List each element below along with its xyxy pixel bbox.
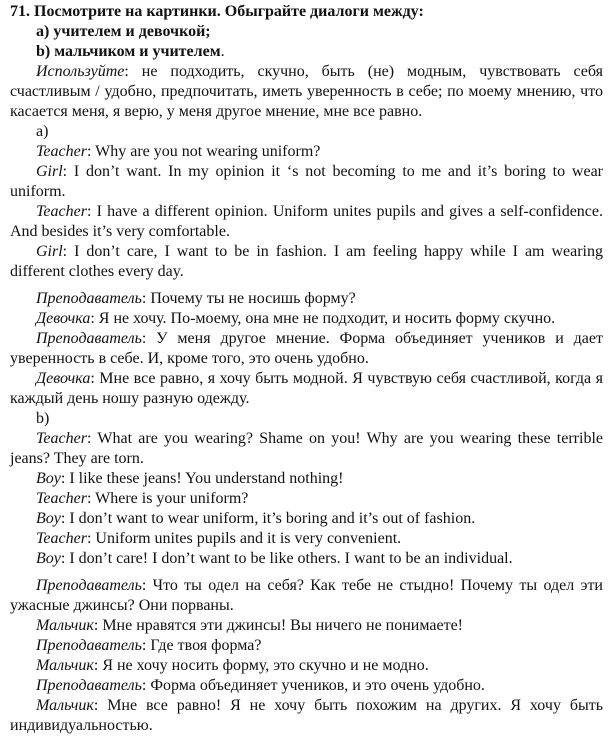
dialogue-line [10, 676, 603, 696]
utterance: : Why are you not wearing uniform? [86, 143, 321, 160]
dialogue-line [10, 242, 603, 282]
exercise-option-b-text: b) мальчиком и учителем [36, 43, 221, 60]
speaker: Girl [36, 243, 63, 260]
utterance: : Uniform unites pupils and it is very convenient. [86, 530, 402, 547]
utterance: : Мне все равно, я хочу быть модной. Я чувствую себя счастливой, когда я каждый день ношу разную одежду. [10, 370, 603, 407]
utterance: : Форма объединяет учеников, и это очень удобно. [141, 677, 485, 694]
exercise-number: 71. [10, 3, 30, 20]
dialogue-line [10, 202, 603, 242]
utterance: : Мне все равно! Я не хочу быть похожим на других. Я хочу быть индивидуальностью. [10, 697, 603, 734]
speaker: Преподаватель [36, 637, 142, 654]
use-label: Используйте [36, 63, 125, 80]
speaker: Boy [36, 470, 61, 487]
speaker: Девочка [36, 310, 91, 327]
part-a-label: a) [36, 123, 49, 140]
utterance: : Почему ты не носишь форму? [141, 290, 356, 307]
speaker: Преподаватель [36, 677, 142, 694]
speaker: Преподаватель [36, 577, 142, 594]
utterance: : Я не хочу носить форму, это скучно и не модно. [93, 657, 429, 674]
speaker: Boy [36, 550, 61, 567]
dialogue-line [10, 509, 603, 529]
speaker: Teacher [36, 430, 87, 447]
dialogue-line [10, 142, 603, 162]
exercise-option-b [10, 42, 603, 62]
use-words-paragraph [10, 62, 603, 122]
exercise-instruction: Посмотрите на картинки. Обыграйте диалоги между: [34, 3, 424, 20]
dialogue-line [10, 549, 603, 569]
dialogue-line [10, 162, 603, 202]
utterance: : I don’t want. In my opinion it ‘s not becoming to me and it’s boring to wear uniform. [10, 163, 603, 200]
dialogue-line [10, 576, 603, 616]
speaker: Преподаватель [36, 290, 142, 307]
speaker: Мальчик [36, 617, 94, 634]
speaker: Boy [36, 510, 61, 527]
part-b-label: b) [36, 410, 50, 427]
dialogue-line [10, 636, 603, 656]
speaker: Teacher [36, 203, 87, 220]
speaker: Teacher [36, 490, 87, 507]
speaker: Girl [36, 163, 63, 180]
dialogue-line [10, 489, 603, 509]
dialogue-line [10, 369, 603, 409]
utterance: : У меня другое мнение. Форма объединяет учеников и дает уверенность в себе. И, кроме того, это очень удобно. [10, 330, 603, 367]
utterance: : What are you wearing? Shame on you! Why are you wearing these terrible jeans? They are torn. [10, 430, 603, 467]
utterance: : I don’t want to wear uniform, it’s boring and it’s out of fashion. [60, 510, 476, 527]
dialogue-line [10, 309, 603, 329]
speaker: Teacher [36, 143, 87, 160]
dialogue-line [10, 529, 603, 549]
exercise-option-a: a) учителем и девочкой; [36, 23, 211, 40]
speaker: Преподаватель [36, 330, 142, 347]
dialogue-line [10, 696, 603, 736]
utterance: : Я не хочу. По-моему, она мне не подходит, и носить форму скучно. [90, 310, 556, 327]
utterance: : Мне нравятся эти джинсы! Вы ничего не понимаете! [93, 617, 463, 634]
speaker: Мальчик [36, 697, 94, 714]
utterance: : I have a different opinion. Uniform unites pupils and gives a self-confidence. And besides it’s very comfortable. [10, 203, 603, 240]
exercise-heading [10, 2, 603, 22]
utterance: : I don’t care! I don’t want to be like others. I want to be an individual. [60, 550, 513, 567]
utterance: : I like these jeans! You understand nothing! [60, 470, 344, 487]
dialogue-line [10, 289, 603, 309]
utterance: : Where is your uniform? [86, 490, 249, 507]
utterance: : Что ты одел на себя? Как тебе не стыдно! Почему ты одел эти ужасные джинсы? Они порваны. [10, 577, 603, 614]
utterance: : I don’t care, I want to be in fashion. I am feeling happy while I am wearing different clothes every day. [10, 243, 603, 280]
dialogue-line [10, 329, 603, 369]
dialogue-line [10, 616, 603, 636]
dialogue-line [10, 469, 603, 489]
speaker: Teacher [36, 530, 87, 547]
utterance: : Где твоя форма? [141, 637, 262, 654]
exercise-option-b-end: . [220, 43, 225, 60]
use-text: : не подходить, скучно, быть (не) модным, чувствовать себя счастливым / удобно, предпочитать, иметь уверенность в себе; по моему мнению, что касается меня, я верю, у меня другое мнение, мне все равно. [10, 63, 603, 120]
spacer [10, 282, 603, 289]
speaker: Девочка [36, 370, 91, 387]
dialogue-line [10, 656, 603, 676]
dialogue-line [10, 429, 603, 469]
spacer [10, 569, 603, 576]
speaker: Мальчик [36, 657, 94, 674]
